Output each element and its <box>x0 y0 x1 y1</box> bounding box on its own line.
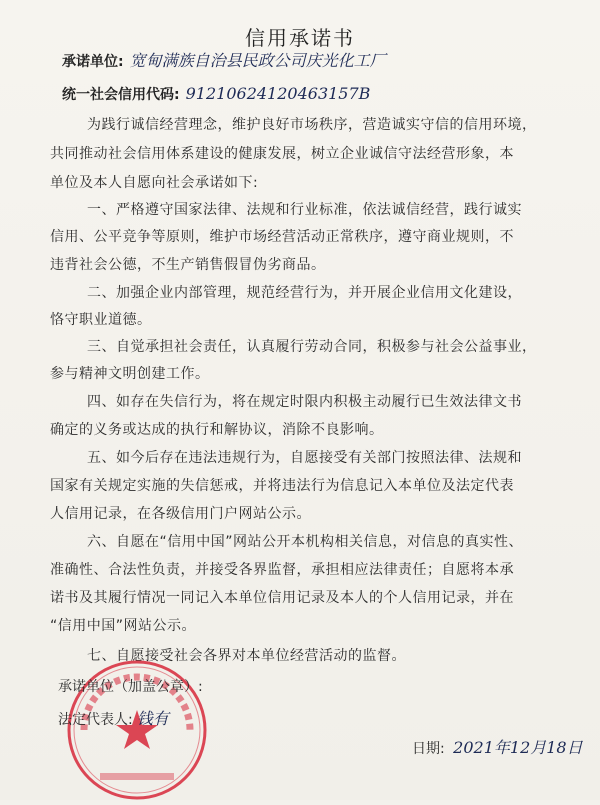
body-line: 四、如存在失信行为，将在规定时限内积极主动履行已生效法律文书 <box>87 394 522 410</box>
body-line: 一、严格遵守国家法律、法规和行业标准，依法诚信经营，践行诚实 <box>87 202 522 218</box>
body-line: 信用、公平竞争等原则，维护市场经营活动正常秩序，遵守商业规则，不 <box>50 229 514 245</box>
date-label: 日期: <box>412 741 445 757</box>
unit-row <box>62 48 386 71</box>
date-handwritten: 2021年12月18日 <box>453 738 583 757</box>
document-title: 信用承诺书 <box>245 26 355 50</box>
legal-rep-signature: 钱有 <box>136 709 169 728</box>
body-line: 五、如今后存在违法违规行为，自愿接受有关部门按照法律、法规和 <box>87 450 522 466</box>
body-line: 六、自愿在“信用中国”网站公开本机构相关信息，对信息的真实性、 <box>87 534 524 550</box>
credit-code-handwritten: 91210624120463157B <box>185 84 371 103</box>
sign-unit-label: 承诺单位（加盖公章）: <box>58 679 203 695</box>
body-line: 确定的义务或达成的执行和解协议，消除不良影响。 <box>50 422 384 438</box>
body-line: 为践行诚信经营理念，维护良好市场秩序，营造诚实守信的信用环境， <box>87 117 537 133</box>
date-row <box>412 735 583 758</box>
credit-code-label: 统一社会信用代码: <box>62 87 180 103</box>
body-line: 恪守职业道德。 <box>50 312 152 328</box>
body-line: 诺书及其履行情况一同记入本单位信用记录及本人的个人信用记录，并在 <box>50 590 514 606</box>
legal-rep-label: 法定代表人: <box>58 712 133 728</box>
legal-rep-row <box>58 706 169 729</box>
body-line: 国家有关规定实施的失信惩戒，并将违法行为信息记入本单位及法定代表 <box>50 478 514 494</box>
body-line: 共同推动社会信用体系建设的健康发展，树立企业诚信守法经营形象，本 <box>50 146 514 162</box>
unit-handwritten: 宽甸满族自治县民政公司庆光化工厂 <box>129 51 386 70</box>
body-line: 违背社会公德，不生产销售假冒伪劣商品。 <box>50 257 326 273</box>
credit-code-row <box>62 84 370 104</box>
body-line: 二、加强企业内部管理，规范经营行为，并开展企业信用文化建设， <box>87 285 522 301</box>
body-line: 七、自愿接受社会各界对本单位经营活动的监督。 <box>87 648 406 664</box>
body-line: “信用中国”网站公示。 <box>50 618 197 634</box>
body-line: 单位及本人自愿向社会承诺如下: <box>50 175 259 191</box>
body-line: 准确性、合法性负责，并接受各界监督，承担相应法律责任；自愿将本承 <box>50 562 514 578</box>
body-line: 人信用记录，在各级信用门户网站公示。 <box>50 506 311 522</box>
body-line: 参与精神文明创建工作。 <box>50 366 210 382</box>
unit-label: 承诺单位: <box>62 54 124 70</box>
body-line: 三、自觉承担社会责任，认真履行劳动合同，积极参与社会公益事业， <box>87 339 537 355</box>
